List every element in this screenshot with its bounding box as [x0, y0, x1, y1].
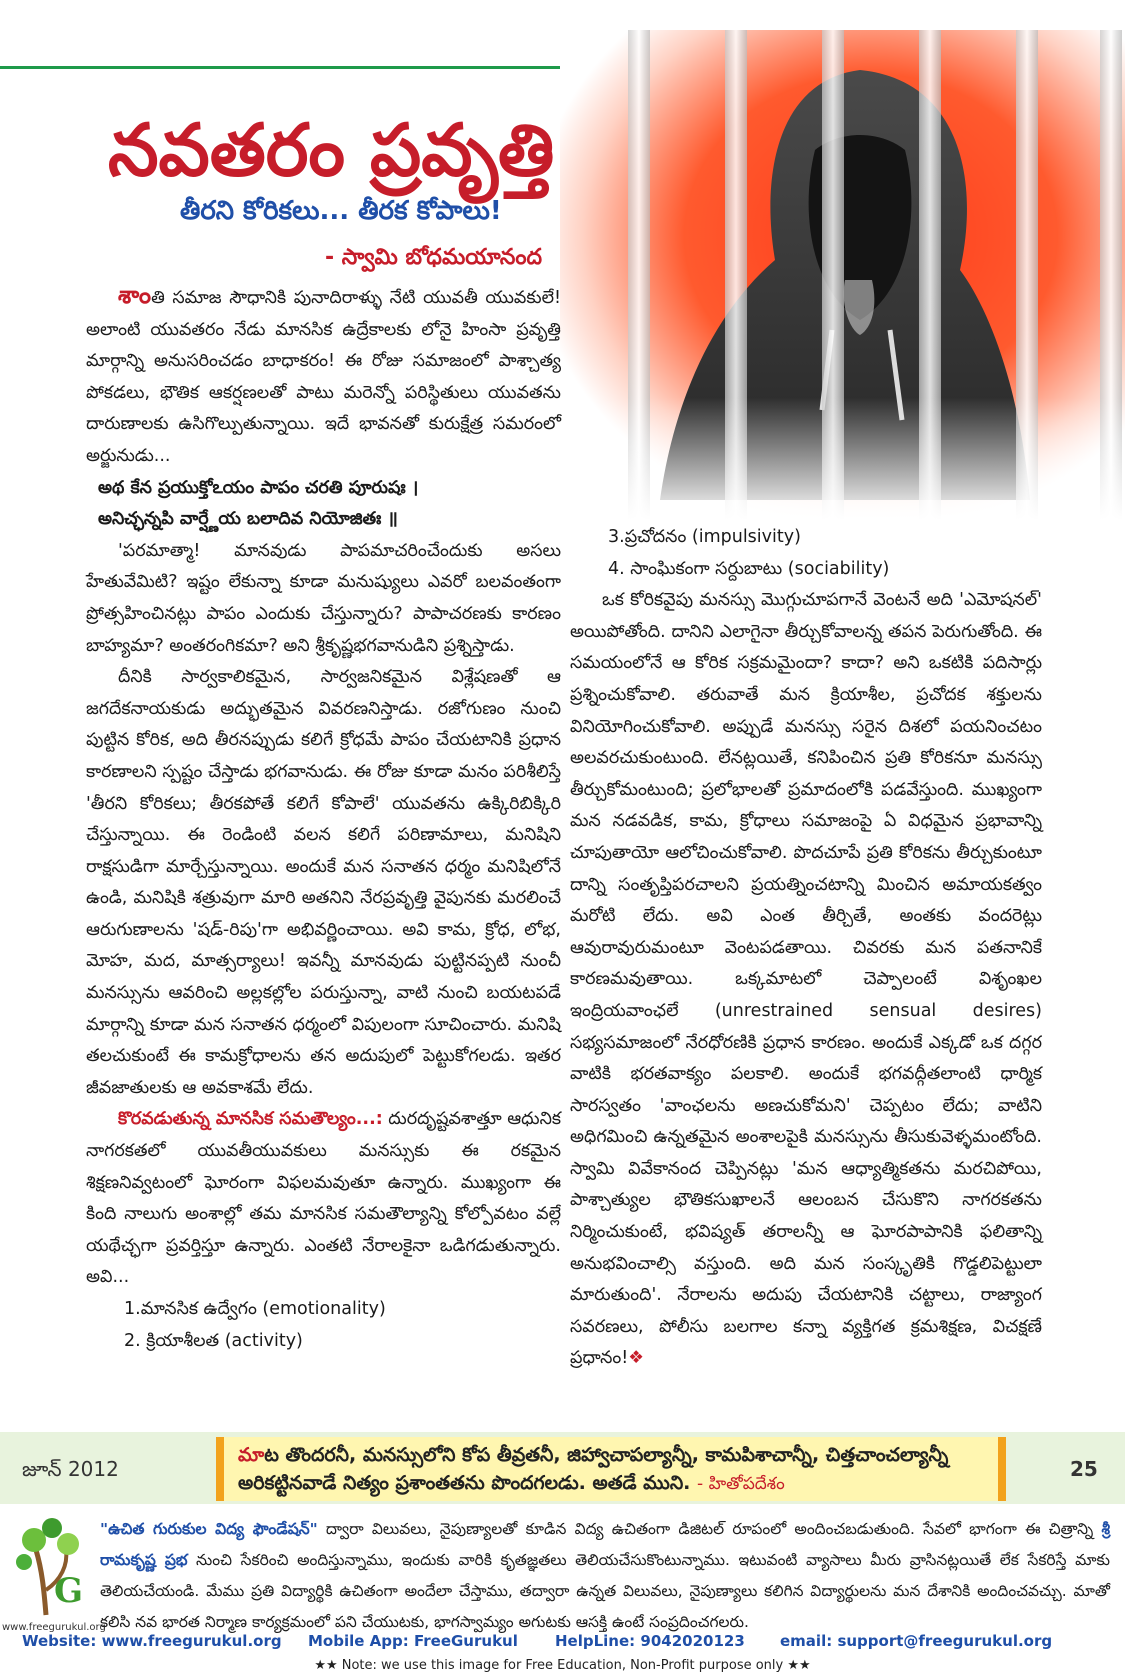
helpline-number[interactable]: 9042020123	[640, 1632, 745, 1650]
issue-date: జూన్ 2012	[22, 1457, 119, 1481]
quote-box	[216, 1437, 1006, 1501]
footer-email[interactable]	[780, 1632, 1052, 1650]
verse-line: అనిచ్ఛన్నపి వార్ష్ణేయ బలాదివ నియోజితః ॥	[98, 509, 398, 530]
paragraph	[86, 280, 561, 473]
paragraph-text: దురదృష్టవశాత్తూ ఆధునిక నాగరకతలో యువతీయువకులు మనస్సుకు ఈ రకమైన శిక్షణనివ్వటంలో ఘోరంగా విఫలమవుతూ ఉన్నారు. ముఖ్యంగా ఈ కింది నాలుగు అంశాల్లో తమ మానసిక సమతౌల్యాన్ని కోల్పోవటం వల్లే యథేచ్ఛగా ప్రవర్తిస్తూ ఉన్నారు. ఎంతటి నేరాలకైనా ఒడిగడుతున్నారు. అవి...	[86, 1109, 562, 1288]
article-author: - స్వామి బోధమయానంద	[325, 245, 543, 270]
verse-line: అథ కేన ప్రయుక్తోఽయం పాపం చరతి పూరుషః ।	[98, 477, 419, 498]
article-subtitle: తీరని కోరికలు... తీరక కోపాలు!	[180, 196, 502, 226]
paragraph-text: తి సమాజ సౌధానికి పునాదిరాళ్ళు నేటి యువతీ యువకులే! అలాంటి యువతరం నేడు మానసిక ఉద్రేకాలకు లోనై హింసా ప్రవృత్తి మార్గాన్ని అనుసరించడం బాధాకరం! ఈ రోజు సమాజంలో పాశ్చాత్య పోకడలు, భౌతిక ఆకర్షణలతో పాటు మరెన్నో పరిస్థితులు యువతను దారుణాలకు ఉసిగొల్పుతున్నాయి. ఇదే భావనతో కురుక్షేత్ర సమరంలో అర్జునుడు...	[86, 288, 561, 466]
tree-logo-icon	[6, 1510, 96, 1620]
section-subhead: కొరవడుతున్న మానసిక సమతౌల్యం...:	[118, 1109, 383, 1130]
diamond-ornament-icon: ❖	[628, 1348, 644, 1369]
article-column-right	[570, 522, 1042, 1375]
article-title: నవతరం ప్రవృత్తి	[108, 107, 555, 192]
quote-source: - హితోపదేశం	[697, 1474, 785, 1494]
footer-app[interactable]	[308, 1632, 518, 1650]
list-item: 3.ప్రచోదనం (impulsivity)	[608, 527, 801, 547]
paragraph	[570, 585, 1042, 1375]
hooded-figure-icon	[560, 30, 1125, 520]
list-item: 1.మానసిక ఉద్వేగం (emotionality)	[124, 1299, 386, 1319]
helpline-label: HelpLine:	[555, 1632, 636, 1650]
hero-illustration	[560, 30, 1125, 520]
source-name: శ్రీ రామకృష్ణ ప్రభ	[100, 1520, 1110, 1569]
app-label: Mobile App:	[308, 1632, 409, 1650]
footer-helpline[interactable]	[555, 1632, 745, 1650]
email-link[interactable]: support@freegurukul.org	[837, 1632, 1053, 1650]
paragraph: దీనికి సార్వకాలికమైన, సార్వజనికమైన విశ్లేషణతో ఆ జగదేకనాయకుడు అద్భుతమైన వివరణనిస్తాడు. రజోగుణం నుంచి పుట్టిన కోరిక, అది తీరనప్పుడు కలిగే క్రోధమే పాపం చేయటానికి ప్రధాన కారణాలని స్పష్టం చేస్తాడు భగవానుడు. ఈ రోజు కూడా మనం పరిశీలిస్తే 'తీరని కోరికలు; తీరకపోతే కలిగే కోపాలే' యువతను ఉక్కిరిబిక్కిరి చేస్తున్నాయి. ఈ రెండింటి వలన కలిగే పరిణామాలు, మనిషిని రాక్షసుడిగా మార్చేస్తున్నాయి. అందుకే మన సనాతన ధర్మం మనిషిలోనే ఉండి, మనిషికి శత్రువుగా మారి అతనిని నేరప్రవృత్తి వైపునకు మరలించే ఆరుగుణాలను 'షడ్-రిపు'గా అభివర్ణించాయి. అవి కామ, క్రోధ, లోభ, మోహ, మద, మాత్సర్యాలు! ఇవన్నీ మానవుడు పుట్టినప్పటి నుంచీ మనస్సును ఆవరించి అల్లకల్లోల పరుస్తున్నా, వాటి నుంచి బయటపడే మార్గాన్ని కూడా మన సనాతన ధర్మంలో విపులంగా సూచించారు. మనిషి తలచుకుంటే ఈ కామక్రోధాలను తన అదుపులో పెట్టుకోగలడు. ఇతర జీవజాతులకు ఆ అవకాశమే లేదు.	[86, 667, 561, 1098]
article-column-left	[86, 280, 561, 1357]
footer-note: ★★ Note: we use this image for Free Education, Non-Profit purpose only ★★	[314, 1658, 811, 1673]
paragraph-text: ఒక కోరికవైపు మనస్సు మొగ్గుచూపగానే వెంటనే అది 'ఎమోషనల్' అయిపోతోంది. దానిని ఎలాగైనా తీర్చుకోవాలన్న తపన పెరుగుతోంది. ఈ సమయంలోనే ఆ కోరిక సక్రమమైందా? కాదా? అని ఒకటికి పదిసార్లు ప్రశ్నించుకోవాలి. తరువాతే మన క్రియాశీల, ప్రచోదక శక్తులను వినియోగించుకోవాలి. అప్పుడే మనస్సు సరైన దిశలో పయనించటం అలవరచుకుంటుంది. లేనట్లయితే, కనిపించిన ప్రతి కోరికనూ మనస్సు తీర్చుకోమంటుంది; ప్రలోభాలతో ప్రమాదంలోకి పడవేస్తుంది. ముఖ్యంగా మన నడవడిక, కామ, క్రోధాలు సమాజంపై ఏ విధమైన ప్రభావాన్ని చూపుతాయో ఆలోచించుకోవాలి. పొదచూపే ప్రతి కోరికను తీర్చుకుంటూ దాన్ని సంతృప్తిపరచాలని ప్రయత్నించటాన్ని మించిన అమాయకత్వం మరోటి లేదు. అవి ఎంత తీర్చితే, అంతకు వందరెట్లు ఆవురావురుమంటూ వెంటపడతాయి. చివరకు మన పతనానికే కారణమవుతాయి. ఒక్కమాటలో చెప్పాలంటే విశృంఖల ఇంద్రియవాంఛలే (unrestrained sensual desires) సభ్యసమాజంలో నేరధోరణికి ప్రధాన కారణం. అందుకే ఎక్కడో ఒక దగ్గర వాటికి భరతవాక్యం పలకాలి. అందుకే భగవద్గీతలాంటి ధార్మిక సారస్వతం 'వాంఛలను అణచుకోమని' చెప్పటం లేదు; వాటిని అధిగమించి ఉన్నతమైన అంశాలపైకి మనస్సును తీసుకువెళ్ళమంటోంది. స్వామి వివేకానంద చెప్పినట్లు 'మన ఆధ్యాత్మికతను మరచిపోయి, పాశ్చాత్యుల భౌతికసుఖాలనే ఆలంబన చేసుకొని నాగరకతను నిర్మించుకుంటే, భవిష్యత్ తరాలన్నీ ఆ ఘోరపాపానికి ఫలితాన్ని అనుభవించాల్సి వస్తుంది. అది మన సంస్కృతికి గొడ్డలిపెట్టులా మారుతుంది'. నేరాలను అదుపు చేయటానికి చట్టాలు, రాజ్యాంగ సవరణలు, పోలీసు బలగాల కన్నా వ్యక్తిగత క్రమశిక్షణ, విచక్షణే ప్రధానం!	[570, 590, 1042, 1369]
quote-text: ట తొందరనీ, మనస్సులోని కోప తీవ్రతనీ, జిహ్వాచాపల్యాన్నీ, కామపిశాచాన్నీ, చిత్తచాంచల్యాన్నీ అరికట్టినవాడే నిత్యం ప్రశాంతతను పొందగలడు. అతడే ముని.	[238, 1444, 949, 1494]
logo-site-text: www.freegurukul.org	[2, 1622, 106, 1633]
list-item: 2. క్రియాశీలత (activity)	[124, 1330, 303, 1351]
footer-website[interactable]	[22, 1632, 282, 1650]
dropcap: శాం	[118, 281, 152, 309]
quote-first-letter: మా	[238, 1444, 265, 1466]
footer-text-part: నుంచి సేకరించి అందిస్తున్నాము, ఇందుకు వారికి కృతజ్ఞతలు తెలియచేసుకొంటున్నాము. ఇటువంటి వ్యాసాలు మీరు వ్రాసినట్లయితే లేక సేకరిస్తే మాకు తెలియచేయండి. మేము ప్రతి విద్యార్థికి ఉచితంగా అందేలా చేస్తాము, తద్వారా ఉన్నత విలువలు, నైపుణ్యాలు కలిగిన విద్యార్థులను మన దేశానికి అందించవచ్చు. మాతో కలిసి నవ భారత నిర్మాణ కార్యక్రమంలో పని చేయుటకు, భాగస్వామ్యం అగుటకు ఆసక్తి ఉంటే సంప్రదించగలరు.	[100, 1551, 1111, 1631]
email-label: email:	[780, 1632, 833, 1650]
paragraph	[86, 1104, 561, 1294]
svg-text:G: G	[54, 1571, 84, 1611]
app-link[interactable]: FreeGurukul	[413, 1632, 518, 1650]
freegurukul-logo	[6, 1510, 96, 1620]
paragraph: 'పరమాత్మా! మానవుడు పాపమాచరించేందుకు అసలు హేతువేమిటి? ఇష్టం లేకున్నా కూడా మనుష్యులు ఎవరో బలవంతంగా ప్రోత్సహించినట్లు పాపం ఎందుకు చేస్తున్నారు? పాపాచరణకు కారణం బాహ్యమా? అంతరంగికమా? అని శ్రీకృష్ణభగవానుడిని ప్రశ్నిస్తాడు.	[86, 540, 561, 656]
list-item: 4. సాంఘికంగా సర్దుబాటు (sociability)	[608, 558, 890, 579]
footer-text	[100, 1514, 1110, 1638]
page-number: 25	[1070, 1457, 1098, 1481]
footer-text-part: ద్వారా విలువలు, నైపుణ్యాలతో కూడిన విద్య ఉచితంగా డిజిటల్ రూపంలో అందించబడుతుంది. సేవలో భాగంగా ఈ చిత్రాన్ని	[317, 1520, 1102, 1538]
foundation-name: "ఉచిత గురుకుల విద్య ఫౌండేషన్"	[100, 1520, 318, 1538]
website-link[interactable]: www.freegurukul.org	[101, 1632, 282, 1650]
website-label: Website:	[22, 1632, 97, 1650]
